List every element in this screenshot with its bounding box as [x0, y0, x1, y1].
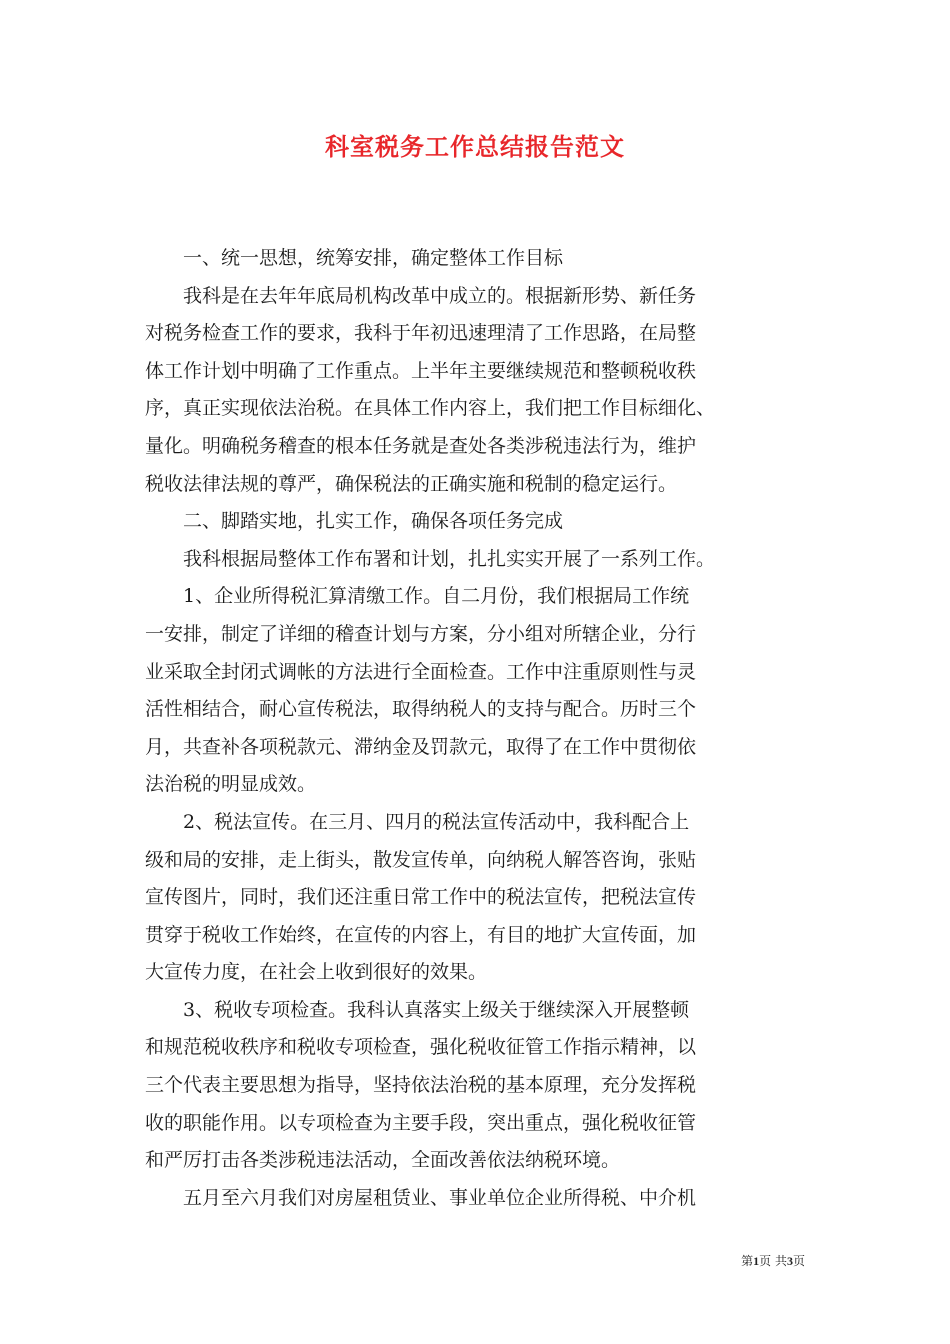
text-line: 三个代表主要思想为指导，坚持依法治税的基本原理，充分发挥税	[145, 1074, 697, 1097]
text-line: 和规范税收秩序和税收专项检查，强化税收征管工作指示精神，以	[145, 1036, 697, 1059]
text-line: 和严厉打击各类涉税违法活动，全面改善依法纳税环境。	[145, 1149, 621, 1172]
text-line: 活性相结合，耐心宣传税法，取得纳税人的支持与配合。历时三个	[145, 698, 697, 721]
text-line: 收的职能作用。以专项检查为主要手段，突出重点，强化税收征管	[145, 1111, 697, 1134]
text-line: 业采取全封闭式调帐的方法进行全面检查。工作中注重原则性与灵	[145, 660, 697, 683]
text-line: 我科根据局整体工作布署和计划，扎扎实实开展了一系列工作。	[145, 547, 716, 570]
text-line: 我科是在去年年底局机构改革中成立的。根据新形势、新任务	[145, 284, 697, 307]
text-line: 序，真正实现依法治税。在具体工作内容上，我们把工作目标细化、	[145, 397, 716, 420]
text-line: 宣传图片，同时，我们还注重日常工作中的税法宣传，把税法宣传	[145, 886, 697, 909]
text-line: 法治税的明显成效。	[145, 773, 317, 796]
text-line: 二、脚踏实地，扎实工作，确保各项任务完成	[145, 510, 564, 533]
total-page-number: 3	[786, 1254, 793, 1268]
text-line: 1、企业所得税汇算清缴工作。自二月份，我们根据局工作统	[145, 585, 690, 608]
text-line: 贯穿于税收工作始终，在宣传的内容上，有目的地扩大宣传面，加	[145, 923, 697, 946]
document-body	[145, 240, 805, 1217]
text-line: 2、税法宣传。在三月、四月的税法宣传活动中，我科配合上	[145, 810, 690, 833]
text-line: 一、统一思想，统筹安排，确定整体工作目标	[145, 247, 564, 269]
footer-suffix: 页	[792, 1254, 805, 1268]
footer-middle: 页 共	[759, 1254, 787, 1268]
current-page-number: 1	[753, 1254, 760, 1268]
text-line: 级和局的安排，走上街头，散发宣传单，向纳税人解答咨询，张贴	[145, 848, 697, 871]
text-line: 一安排，制定了详细的稽查计划与方案，分小组对所辖企业，分行	[145, 622, 697, 645]
text-line: 对税务检查工作的要求，我科于年初迅速理清了工作思路，在局整	[145, 322, 697, 345]
text-line: 月，共查补各项税款元、滞纳金及罚款元，取得了在工作中贯彻依	[145, 735, 697, 758]
text-line: 五月至六月我们对房屋租赁业、事业单位企业所得税、中介机	[145, 1186, 697, 1209]
text-line: 税收法律法规的尊严，确保税法的正确实施和税制的稳定运行。	[145, 472, 678, 495]
text-line: 体工作计划中明确了工作重点。上半年主要继续规范和整顿税收秩	[145, 359, 697, 382]
page-title: 科室税务工作总结报告范文	[325, 132, 625, 161]
footer-prefix: 第	[741, 1254, 754, 1268]
page-footer	[741, 1252, 805, 1269]
text-line: 量化。明确税务稽查的根本任务就是查处各类涉税违法行为，维护	[145, 434, 697, 457]
text-line: 大宣传力度，在社会上收到很好的效果。	[145, 961, 488, 984]
text-line: 3、税收专项检查。我科认真落实上级关于继续深入开展整顿	[145, 998, 690, 1021]
